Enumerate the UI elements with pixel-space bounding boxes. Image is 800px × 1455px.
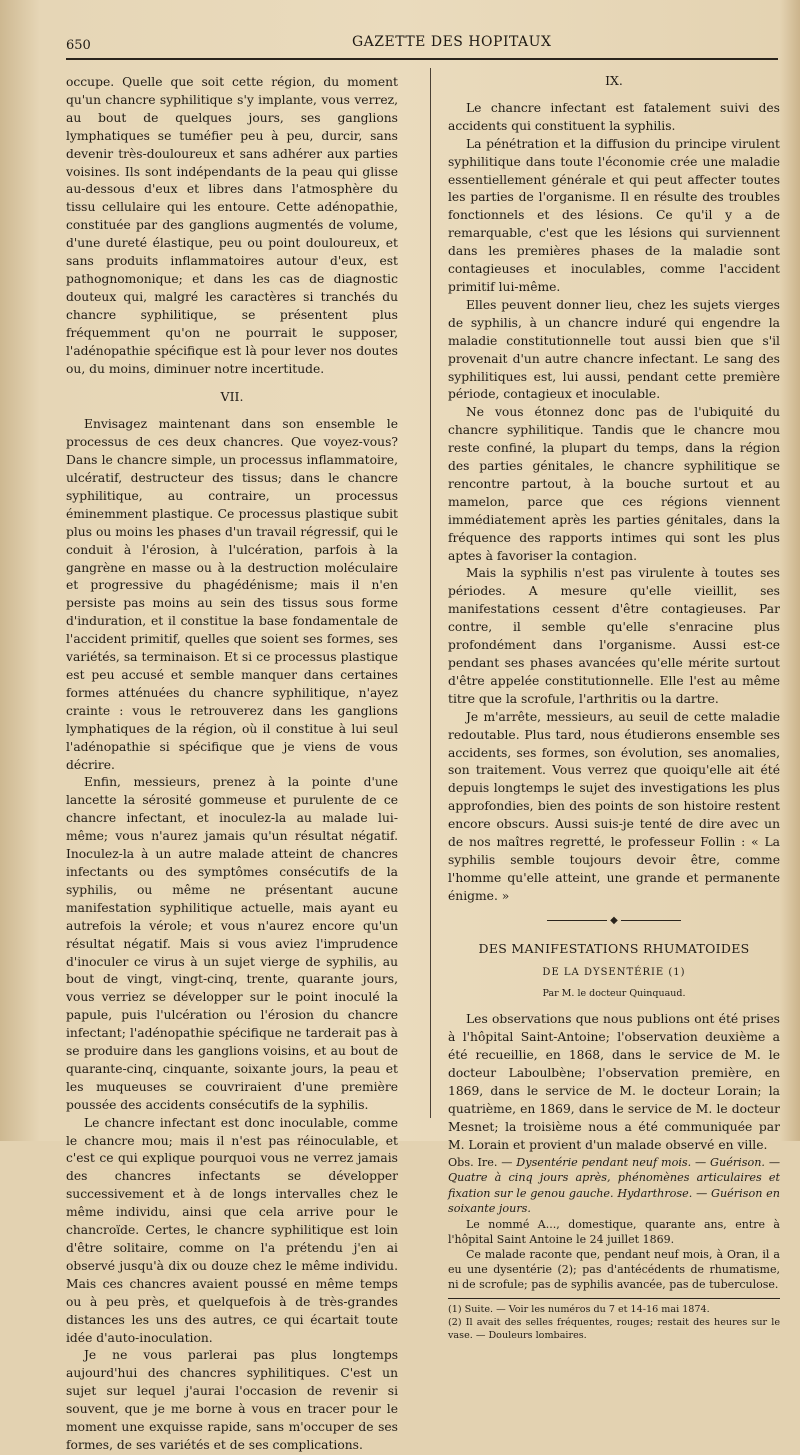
- section-heading: VII.: [220, 389, 244, 405]
- article-subtitle: DE LA DYSENTÉRIE (1): [542, 966, 686, 978]
- observation-heading: [448, 1155, 780, 1217]
- ornament-divider: ◆: [448, 912, 780, 930]
- article-author: Par M. le docteur Quinquaud.: [542, 988, 686, 1000]
- observation-label: Obs. Ire. —: [448, 1155, 513, 1169]
- paragraph: Mais la syphilis n'est pas virulente à toutes ses périodes. A mesure qu'elle vieillit, ses manifestations cessent d'être contagieuses. Par contre, il semble qu'elle s'enracine plus profondément dans l'organisme. Aussi est-ce pendant ses phases avancées qu'elle mérite surtout d'être appelée constitutionnelle. Elle l'est au même titre que la scrofule, l'arthritis ou la dartre.: [448, 566, 780, 706]
- paragraph: Envisagez maintenant dans son ensemble le processus de ces deux chancres. Que voyez-vous? Dans le chancre simple, un processus inflammatoire, ulcératif, destructeur des tissus; dans le chancre syphilitique, au contraire, un processus éminemment plastique. Ce processus plastique subit plus ou moins les phases d'un travail régressif, qui le conduit à l'érosion, à l'ulcération, parfois à la gangrène en masse ou à la destruction moléculaire et progressive du phagédénisme; mais il n'en persiste pas moins au sein des tissus sous forme d'induration, et il constitue la base fondamentale de l'accident primitif, quelles que soient ses formes, ses variétés, sa terminaison. Et si ce processus plastique est peu accusé et semble manquer dans certaines formes atténuées du chancre syphilitique, n'ayez crainte : vous le retrouverez dans les ganglions lymphatiques de la région, où il constitue à lui seul l'adénopathie si spécifique que je viens de vous décrire.: [66, 417, 398, 772]
- footnote: (1) Suite. — Voir les numéros du 7 et 14-16 mai 1874.: [448, 1303, 710, 1315]
- paragraph: Le chancre infectant est donc inoculable, comme le chancre mou; mais il n'est pas réinoculable, et c'est ce qui explique pourquoi vous ne verrez jamais des chancres infectants se développer successivement et à de longs intervalles chez le même individu, ainsi que cela arrive pour le chancroïde. Certes, le chancre syphilitique est loin d'être solitaire, comme on l'a prétendu j'en ai observé jusqu'à dix ou douze chez le même individu. Mais ces chancres avaient poussé en même temps ou à peu près, et quelquefois à de très-grandes distances les uns des autres, ce qui écartait toute idée d'auto-inoculation.: [66, 1115, 398, 1345]
- paragraph: La pénétration et la diffusion du principe virulent syphilitique dans toute l'économie crée une maladie essentiellement générale et qui peut affecter toutes les parties de l'organisme. Il en résulte des troubles fonctionnels et des lésions. Ce qu'il y a de remarquable, c'est que les lésions qui surviennent dans les premières phases de la maladie sont contagieuses et inoculables, comme l'accident primitif lui-même.: [448, 136, 780, 294]
- paragraph: Ne vous étonnez donc pas de l'ubiquité du chancre syphilitique. Tandis que le chancre mou reste confiné, la plupart du temps, dans la région des parties génitales, le chancre syphilitique se rencontre partout, à la bouche surtout et au mamelon, parce que ces régions viennent immédiatement après les parties génitales, dans la fréquence des rapports intimes qui sont les plus aptes à favoriser la contagion.: [448, 405, 780, 563]
- section-heading: IX.: [605, 73, 623, 88]
- footnote: (2) Il avait des selles fréquentes, rouges; restait des heures sur le vase. — Douleurs lombaires.: [448, 1316, 780, 1341]
- footnote-rule: [448, 1298, 780, 1299]
- observation-summary: Dysentérie pendant neuf mois. — Guérison. — Quatre à cinq jours après, phénomènes articulaires et fixation sur le genou gauche. Hydarthrose. — Guérison en soixante jours.: [448, 1155, 781, 1216]
- paragraph: Le chancre infectant est fatalement suivi des accidents qui constituent la syphilis.: [448, 100, 780, 133]
- paragraph: Le nommé A..., domestique, quarante ans, entre à l'hôpital Saint Antoine le 24 juillet 1869.: [448, 1217, 780, 1246]
- paragraph: Ce malade raconte que, pendant neuf mois, à Oran, il a eu une dysentérie (2); pas d'antécédents de rhumatisme, ni de scrofule; pas de syphilis avancée, pas de tuberculose.: [448, 1247, 780, 1291]
- left-column: [66, 74, 398, 1455]
- paragraph: Enfin, messieurs, prenez à la pointe d'une lancette la sérosité gommeuse et purulente de ce chancre infectant, et inoculez-la au malade lui-même; vous n'aurez jamais qu'un résultat négatif. Inoculez-la à un autre malade atteint de chancres infectants ou des symptômes consécutifs de la syphilis, ou même ne présentant aucune manifestation syphilitique actuelle, mais ayant eu autrefois la vérole; et vous n'aurez encore qu'un résultat négatif. Mais si vous aviez l'imprudence d'inoculer ce virus à un sujet vierge de syphilis, au bout de vingt, vingt-cinq, trente, quarante jours, vous verriez se développer sur le point inoculé la papule, puis l'ulcération ou l'érosion du chancre infectant; l'adénopathie spécifique ne tarderait pas à se produire dans les ganglions voisins, et au bout de quarante-cinq, cinquante, soixante jours, la peau et les muqueuses se couvriraient d'une première poussée des accidents consécutifs de la syphilis.: [66, 775, 398, 1112]
- header-rule: [66, 58, 778, 60]
- page-header: [0, 20, 800, 58]
- right-column: [448, 72, 780, 1342]
- paragraph: Je m'arrête, messieurs, au seuil de cette maladie redoutable. Plus tard, nous étudierons ensemble ses accidents, ses formes, son évolution, ses anomalies, son traitement. Vous verrez que quoiqu'elle ait été depuis longtemps le sujet des investigations les plus approfondies, bien des points de son histoire restent encore obscurs. Aussi suis-je tenté de dire avec un de nos maîtres regretté, le professeur Follin : « La syphilis semble toujours devoir être, comme l'homme qu'elle atteint, une grande et permanente énigme. »: [448, 709, 780, 903]
- paragraph: Je ne vous parlerai pas plus longtemps aujourd'hui des chancres syphilitiques. C'est un sujet sur lequel j'aurai l'occasion de revenir si souvent, que je me borne à vous en tracer pour le moment une exquisse rapide, sans m'occuper de ses formes, de ses variétés et de ses complications.: [66, 1348, 398, 1452]
- paragraph: occupe. Quelle que soit cette région, du moment qu'un chancre syphilitique s'y implante, vous verrez, au bout de quelques jours, ses ganglions lymphatiques se tuméfier peu à peu, durcir, sans devenir très-douloureux et sans adhérer aux parties voisines. Ils sont indépendants de la peau qui glisse au-dessous d'eux et libres dans l'atmosphère du tissu cellulaire qui les entoure. Cette adénopathie, constituée par des ganglions augmentés de volume, d'une dureté élastique, peu ou point douloureux, et sans produits inflammatoires autour d'eux, est pathognomonique; et dans les cas de diagnostic douteux qui, malgré les caractères si tranchés du chancre syphilitique, se présentent plus fréquemment qu'on ne pourrait le supposer, l'adénopathie spécifique est là pour lever nos doutes ou, du moins, diminuer notre incertitude.: [66, 75, 398, 376]
- page-number: 650: [66, 38, 91, 53]
- paragraph: Les observations que nous publions ont été prises à l'hôpital Saint-Antoine; l'observation deuxième a été recueillie, en 1868, dans le service de M. le docteur Laboulbène; l'observation première, en 1869, dans le service de M. le docteur Lorain; la quatrième, en 1869, dans le service de M. le docteur Mesnet; la troisième nous a été communiquée par M. Lorain et provient d'un malade observé en ville.: [448, 1012, 780, 1152]
- article-title: DES MANIFESTATIONS RHUMATOIDES: [478, 940, 750, 956]
- journal-title: GAZETTE DES HOPITAUX: [352, 34, 552, 50]
- column-divider: [430, 68, 431, 1118]
- paragraph: Elles peuvent donner lieu, chez les sujets vierges de syphilis, à un chancre induré qui engendre la maladie constitutionnelle tout aussi bien que s'il provenait d'un autre chancre infectant. Le sang des syphilitiques est, lui aussi, pendant cette première période, contagieux et inoculable.: [448, 297, 780, 402]
